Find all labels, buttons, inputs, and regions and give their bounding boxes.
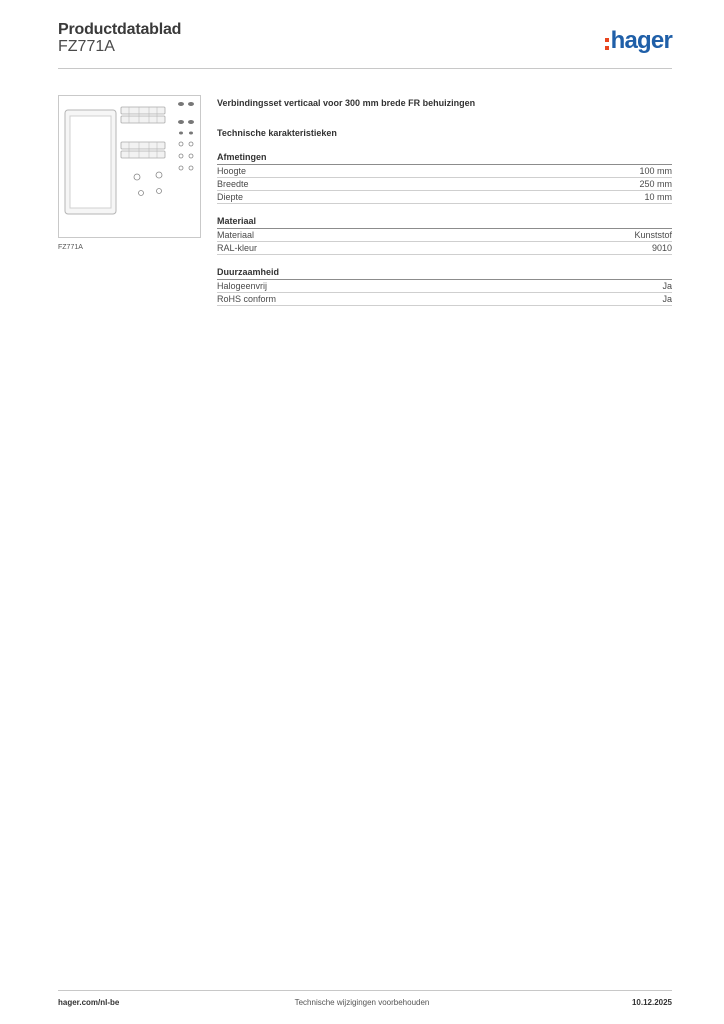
group-title: Duurzaamheid bbox=[217, 265, 672, 280]
spec-label: Hoogte bbox=[217, 166, 247, 176]
hager-logo bbox=[605, 27, 672, 55]
section-title: Technische karakteristieken bbox=[217, 128, 337, 138]
spec-label: RAL-kleur bbox=[217, 243, 258, 253]
spec-row bbox=[217, 165, 672, 178]
product-photo-icon bbox=[59, 96, 200, 237]
spec-label: RoHS conform bbox=[217, 294, 277, 304]
logo-text: hager bbox=[610, 27, 672, 54]
spec-row bbox=[217, 242, 672, 255]
spec-row bbox=[217, 191, 672, 204]
spec-label: Breedte bbox=[217, 179, 249, 189]
product-description: Verbindingsset verticaal voor 300 mm brede FR behuizingen bbox=[217, 98, 476, 108]
spec-row bbox=[217, 229, 672, 242]
spec-row bbox=[217, 293, 672, 306]
footer-date: 10.12.2025 bbox=[631, 998, 672, 1007]
group-title: Materiaal bbox=[217, 214, 672, 229]
group-title: Afmetingen bbox=[217, 150, 672, 165]
spec-value: 9010 bbox=[651, 243, 672, 253]
spec-content bbox=[217, 96, 672, 306]
product-code: FZ771A bbox=[58, 38, 115, 55]
image-caption: FZ771A bbox=[58, 244, 83, 251]
product-image bbox=[58, 95, 201, 238]
spec-value: Ja bbox=[662, 281, 672, 291]
header-title: Productdatablad bbox=[58, 21, 182, 38]
footer-disclaimer: Technische wijzigingen voorbehouden bbox=[294, 998, 430, 1007]
spec-group-material bbox=[217, 214, 672, 255]
spec-value: 10 mm bbox=[644, 192, 672, 202]
spec-label: Halogeenvrij bbox=[217, 281, 268, 291]
spec-group-sustainability bbox=[217, 265, 672, 306]
logo-dots-icon bbox=[605, 38, 609, 50]
footer-divider bbox=[58, 990, 672, 991]
spec-label: Materiaal bbox=[217, 230, 255, 240]
spec-value: 250 mm bbox=[639, 179, 672, 189]
spec-value: Kunststof bbox=[634, 230, 672, 240]
header-divider bbox=[58, 68, 672, 69]
spec-value: Ja bbox=[662, 294, 672, 304]
spec-row bbox=[217, 178, 672, 191]
spec-value: 100 mm bbox=[639, 166, 672, 176]
spec-group-dimensions bbox=[217, 150, 672, 204]
spec-row bbox=[217, 280, 672, 293]
spec-label: Diepte bbox=[217, 192, 244, 202]
footer-website-link[interactable]: hager.com/nl-be bbox=[58, 998, 120, 1007]
